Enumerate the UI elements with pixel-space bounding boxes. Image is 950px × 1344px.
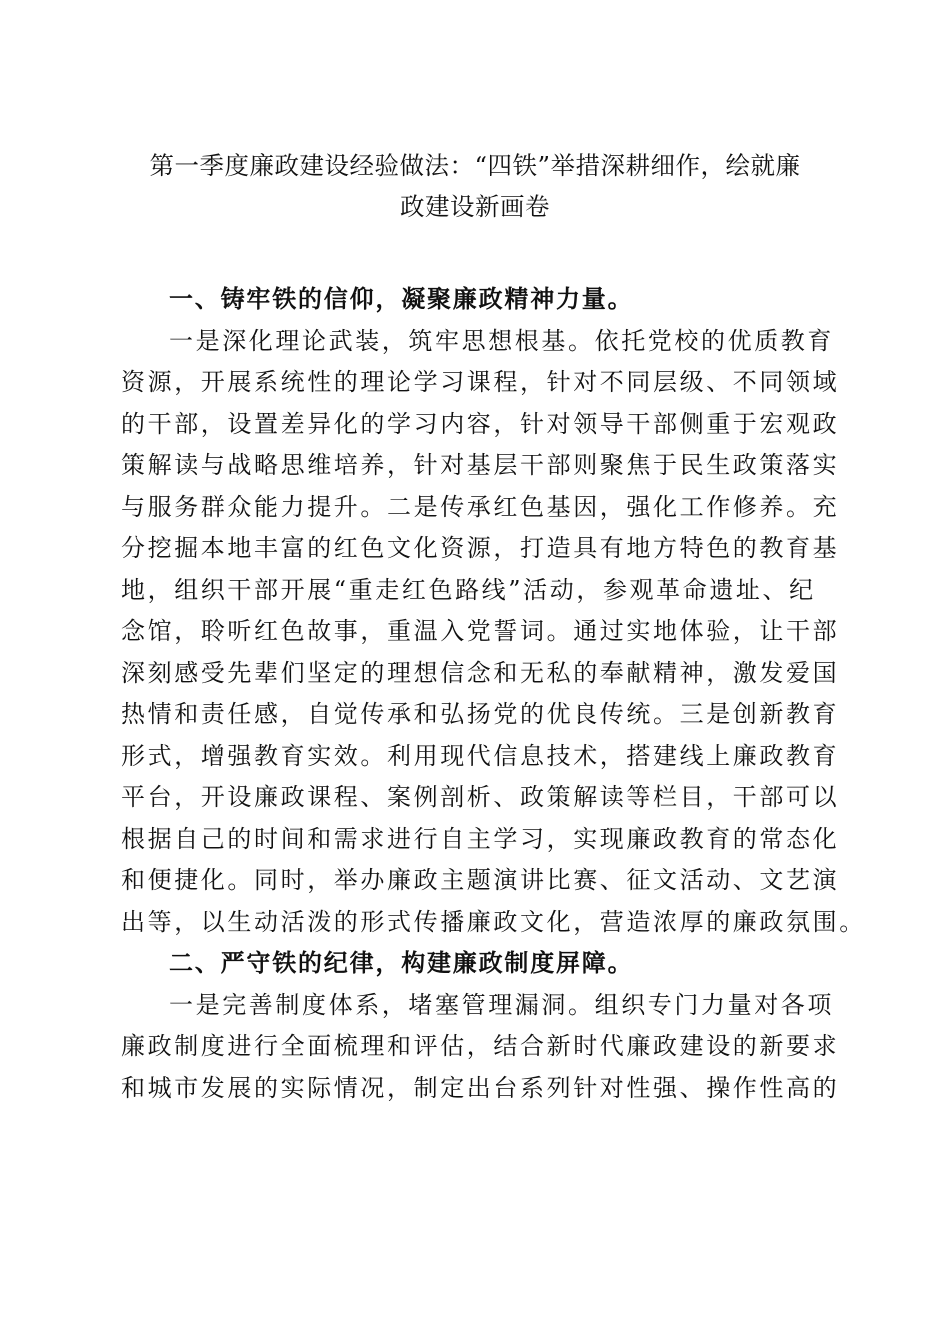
document-title [125, 145, 825, 227]
paragraph-line: 策解读与战略思维培养，针对基层干部则聚焦于民生政策落实 [121, 451, 840, 479]
paragraph-line: 与服务群众能力提升。二是传承红色基因，强化工作修养。充 [121, 492, 840, 521]
paragraph-line: 根据自己的时间和需求进行自主学习，实现廉政教育的常态化 [121, 824, 840, 853]
paragraph-line: 资源，开展系统性的理论学习课程，针对不同层级、不同领域 [121, 368, 840, 396]
paragraph-line: 一是深化理论武装，筑牢思想根基。依托党校的优质教育 [169, 326, 834, 355]
paragraph-line: 出等，以生动活泼的形式传播廉政文化，营造浓厚的廉政氛围。 [121, 907, 866, 936]
document-body [121, 279, 866, 1109]
title-line: 政建设新画卷 [400, 192, 550, 221]
paragraph-line: 一是完善制度体系，堵塞管理漏洞。组织专门力量对各项 [169, 990, 834, 1019]
paragraph-line: 和城市发展的实际情况，制定出台系列针对性强、操作性高的 [121, 1073, 840, 1102]
paragraph-line: 深刻感受先辈们坚定的理想信念和无私的奉献精神，激发爱国 [121, 658, 840, 687]
paragraph-line: 念馆，聆听红色故事，重温入党誓词。通过实地体验，让干部 [121, 617, 840, 645]
paragraph-line: 的干部，设置差异化的学习内容，针对领导干部侧重于宏观政 [121, 409, 840, 438]
paragraph-line: 和便捷化。同时，举办廉政主题演讲比赛、征文活动、文艺演 [121, 866, 840, 894]
paragraph-line: 廉政制度进行全面梳理和评估，结合新时代廉政建设的新要求 [121, 1032, 840, 1060]
paragraph-line: 分挖掘本地丰富的红色文化资源，打造具有地方特色的教育基 [121, 534, 840, 562]
paragraph-line: 形式，增强教育实效。利用现代信息技术，搭建线上廉政教育 [121, 741, 840, 770]
paragraph-line: 平台，开设廉政课程、案例剖析、政策解读等栏目，干部可以 [121, 783, 840, 811]
section-heading-1: 一、铸牢铁的信仰，凝聚廉政精神力量。 [169, 285, 634, 313]
title-line: 第一季度廉政建设经验做法：“四铁”举措深耕细作，绘就廉 [149, 151, 801, 180]
paragraph-line: 地，组织干部开展“重走红色路线”活动，参观革命遗址、纪 [121, 575, 816, 604]
paragraph-line: 热情和责任感，自觉传承和弘扬党的优良传统。三是创新教育 [121, 700, 840, 728]
section-heading-2: 二、严守铁的纪律，构建廉政制度屏障。 [169, 949, 634, 977]
